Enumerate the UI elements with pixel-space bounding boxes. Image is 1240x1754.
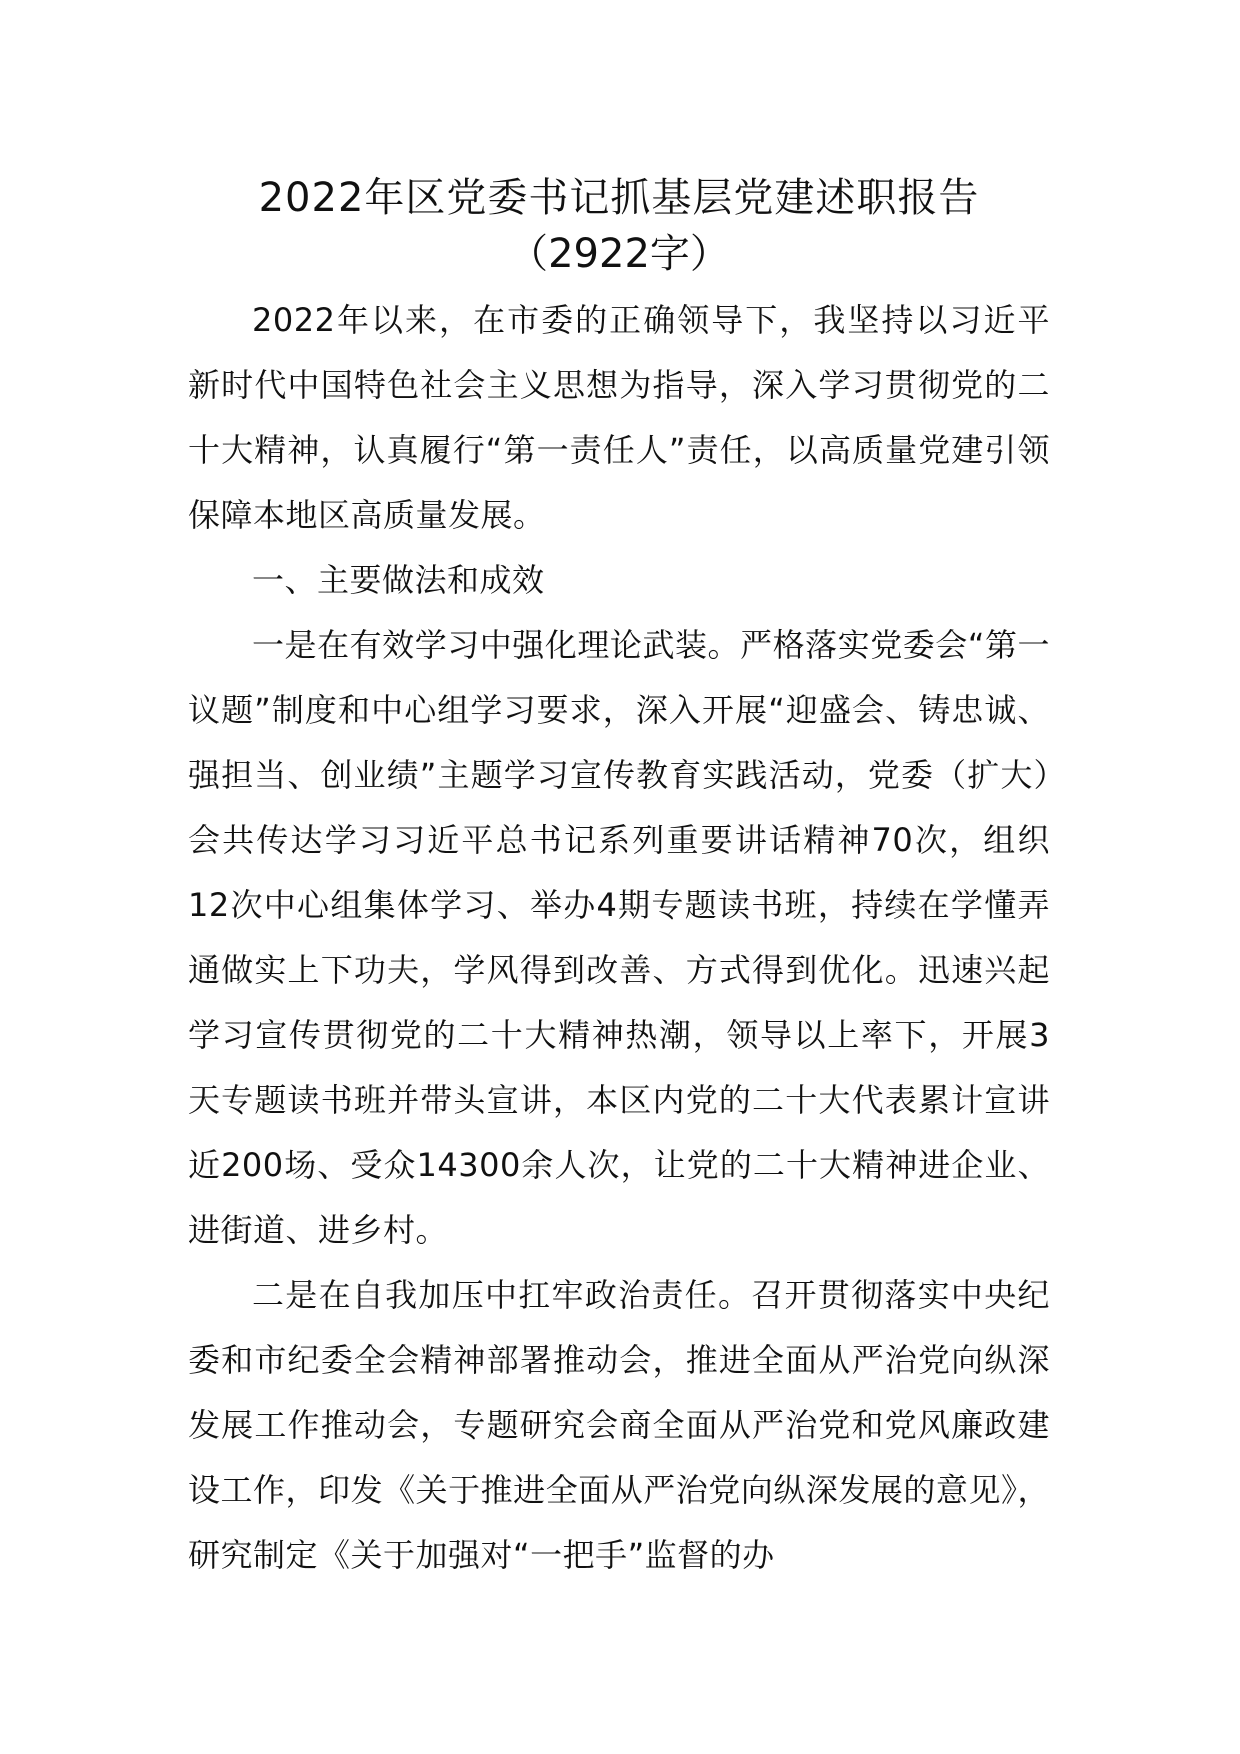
document-subtitle: （2922字） xyxy=(508,231,730,277)
section-heading: 一、主要做法和成效 xyxy=(252,561,545,599)
document-title: 2022年区党委书记抓基层党建述职报告 xyxy=(258,175,980,221)
body-paragraph: 一是在有效学习中强化理论武装。严格落实党委会“第一议题”制度和中心组学习要求，深入开展“迎盛会、铸忠诚、强担当、创业绩”主题学习宣传教育实践活动，党委（扩大）会共传达学习习近平总书记系列重要讲话精神70次，组织12次中心组集体学习、举办4期专题读书班，持续在学懂弄通做实上下功夫，学风得到改善、方式得到优化。迅速兴起学习宣传贯彻党的二十大精神热潮，领导以上率下，开展3天专题读书班并带头宣讲，本区内党的二十大代表累计宣讲近200场、受众14300余人次，让党的二十大精神进企业、进街道、进乡村。 xyxy=(188,626,1050,1249)
intro-paragraph: 2022年以来，在市委的正确领导下，我坚持以习近平新时代中国特色社会主义思想为指导，深入学习贯彻党的二十大精神，认真履行“第一责任人”责任，以高质量党建引领保障本地区高质量发展。 xyxy=(188,301,1050,534)
document-page xyxy=(188,170,1050,1588)
body-paragraph: 二是在自我加压中扛牢政治责任。召开贯彻落实中央纪委和市纪委全会精神部署推动会，推进全面从严治党向纵深发展工作推动会，专题研究会商全面从严治党和党风廉政建设工作，印发《关于推进全面从严治党向纵深发展的意见》，研究制定《关于加强对“一把手”监督的办 xyxy=(188,1276,1050,1574)
